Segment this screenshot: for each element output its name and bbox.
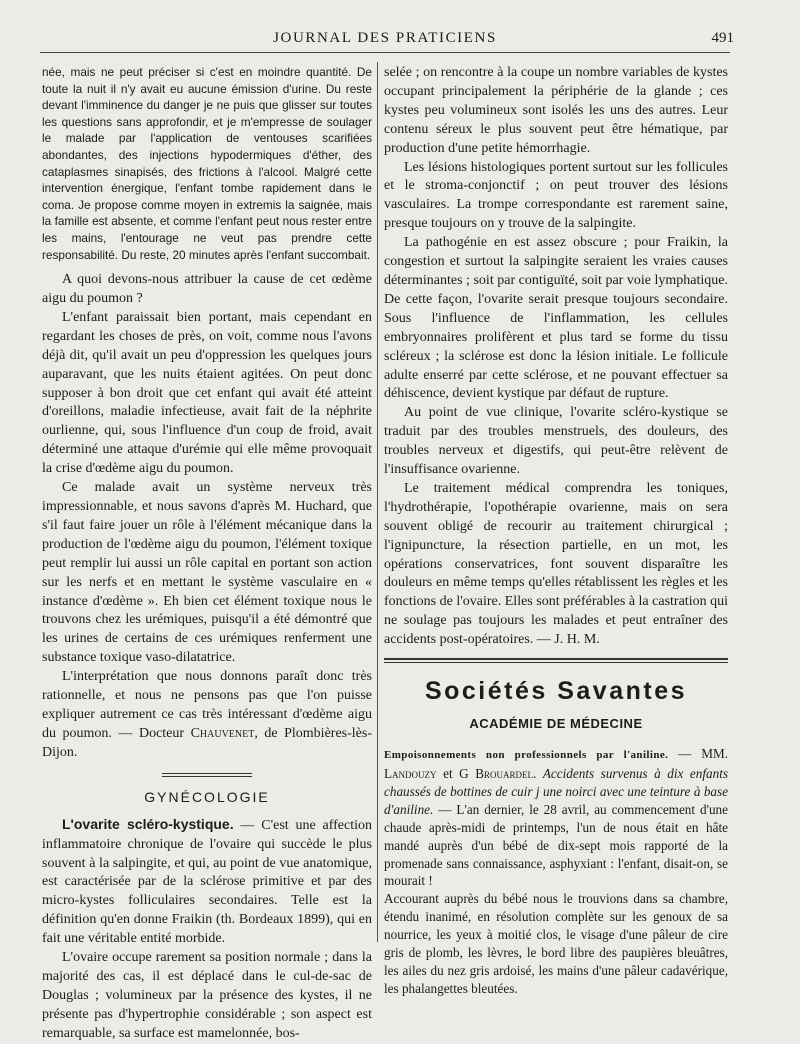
conclusion-text: L'interprétation que nous donnons paraît donc très rationnelle, et nous ne pensons pas que l'on puisse expliquer autrement ce cas très intéressant d'œdème aigu du poumon. — Docteur <box>42 669 372 741</box>
interpretation-paragraph: L'enfant paraissait bien portant, mais cependant en regardant les choses de près, on voit, comme nous l'avons déjà dit, qu'il avait un peu d'oppression les quelques jours auparavant, que les nuits étaient agitées. On peut donc supposer à bon droit que cet enfant qui avait été atteint d'oreillons, maladie infectieuse, avait fait de la néphrite ourlienne, qui, sous l'influence d'un coup de froid, avait déterminé une attaque d'urémie qui elle même provoquait la crise d'œdème aigu du poumon. <box>42 309 372 477</box>
section-separator <box>162 773 252 777</box>
author-landouzy: Landouzy <box>384 766 437 781</box>
page-number: 491 <box>711 30 734 46</box>
aniline-text: — L'an dernier, le 28 avril, au commencement d'une chaude après-midi de printemps, l'un de nous était en hâte mandé auprès d'un bébé de dix-sept mois rapporté de la promenade sans connaissance, asphyxiant : l'enfant, disait-on, se mourait ! <box>384 801 728 889</box>
aniline-dash: — MM. <box>668 746 729 762</box>
conclusion-paragraph <box>42 668 372 763</box>
academie-heading: ACADÉMIE DE MÉDECINE <box>469 716 643 732</box>
case-note-paragraph: née, mais ne peut préciser si c'est en moindre quantité. De toute la nuit il n'y avait eu aucune émission d'urine. Du reste devant l'imminence du danger je ne puis que glisser sur toutes les questions sans approfondir, et je m'empresse de soulager le malade par l'application de ventouses scarifiées abondantes, des injections hypodermiques d'éther, des cataplasmes sinapisés, des frictions à l'alcool. Malgré cette intervention énergique, l'enfant tombe rapidement dans le coma. Je propose comme moyen in extremis la saignée, mais la famille est absente, et comme l'enfant peut nous rester entre les mains, l'entourage ne veut pas prendre cette responsabilité. Du reste, 20 minutes après l'enfant succombait. <box>42 65 372 262</box>
aniline-paper-title: Accidents survenus à dix enfants chaussés de bottines de cuir j une noirci avec une teinture à base d'aniline. <box>384 766 728 817</box>
column-divider <box>377 62 378 942</box>
aniline-paragraph <box>384 745 728 890</box>
clinique-paragraph: Au point de vue clinique, l'ovarite scléro-kystique se traduit par des troubles menstruels, des douleurs, des troubles nerveux et digestifs, qui peut-être relèvent de l'insuffisance ovarienne. <box>384 405 728 478</box>
left-column <box>42 64 372 1044</box>
gynecologie-heading: GYNÉCOLOGIE <box>144 788 270 805</box>
author-name: Chauvenet <box>190 725 255 741</box>
ovarite-title: L'ovarite scléro-kystique. <box>62 815 234 832</box>
traitement-paragraph: Le traitement médical comprendra les toniques, l'hydrothérapie, l'opothérapie ovarienne, mais on sera souvent obligé de recourir au traitement chirurgical ; l'ignipuncture, la résection partielle, en un mot, les opérations conservatrices, font souvent disparaître les douleurs en même temps qu'elles rétablissent les règles et les fonctions de l'ovaire. Elles sont préférables à la castration qui ne soulage pas toujours les malades et peut entraîner des accidents post-opératoires. — J. H. M. <box>384 480 728 648</box>
societes-savantes-heading: Sociétés Savantes <box>424 677 688 706</box>
author-place: , de Plombières-lès-Dijon. <box>42 725 372 760</box>
bebe-paragraph: Accourant auprès du bébé nous le trouvions dans sa chambre, étendu inanimé, en résolution complète sur les genoux de sa nourrice, les yeux à moitié clos, le visage d'une pâleur de cire gris de plomb, les lèvres, le bord libre des paupières bleuâtres, les ailes du nez gris ardoisé, les mains d'une pâleur cadavérique, les phalangettes bleutées. <box>384 891 728 996</box>
coupe-paragraph: selée ; on rencontre à la coupe un nombre variables de kystes occupant principalement la périphérie de la glande ; ces kystes peu volumineux sont isolés les uns des autres. Leur contenu séreux le plus souvent peut être hématique, par production d'une petite hémorrhagie. <box>384 65 728 156</box>
societes-separator <box>384 658 728 663</box>
right-column <box>384 64 728 998</box>
pathogenie-paragraph: La pathogénie en est assez obscure ; pour Fraikin, la congestion et surtout la salpingite seraient les vraies causes déterminantes ; soit par contiguïté, soit par voie lymphatique. De cette façon, l'ovarite serait presque toujours secondaire. Sous l'influence de l'inflammation, les cellules embryonnaires prolifèrent et plus tard se forme du tissu scléreux ; la sclérose est donc la lésion initiale. Le follicule adulte enserré par cette sclérose, et ne pouvant effectuer sa déhiscence, devient kystique par défaut de rupture. <box>384 235 728 402</box>
ovarite-paragraph <box>42 815 372 949</box>
aniline-lead: Empoisonnements non professionnels par l'aniline. <box>384 749 669 762</box>
author-joiner: et G <box>436 766 476 781</box>
ovaire-position-paragraph: L'ovaire occupe rarement sa position normale ; dans la majorité des cas, il est déplacé dans le cul-de-sac de Douglas ; volumineux par la présence des kystes, il ne présente pas d'hypertrophie considérable ; son aspect est remarquable, sa surface est mamelonnée, bos- <box>42 950 372 1041</box>
author-brouardel: Brouardel <box>475 766 534 781</box>
histology-paragraph: Les lésions histologiques portent surtout sur les follicules et le stroma-conjonctif ; on peut trouver des lésions vasculaires. La trompe correspondante est rarement saine, presque toujours on y trouve de la salpingite. <box>384 159 728 232</box>
journal-title: JOURNAL DES PRATICIENS <box>273 30 497 46</box>
ovarite-definition: — C'est une affection inflammatoire chronique de l'ovaire qui succède le plus souvent à la salpingite, et qui, au point de vue anatomique, est caractérisée par de la sclérose primitive et par des micro-kystes folliculaires secondaires. Telle est la définition qu'en donne Fraikin (th. Bordeaux 1899), qui en fait une véritable entité morbide. <box>42 817 373 947</box>
nervous-system-paragraph: Ce malade avait un système nerveux très impressionnable, et nous savons d'après M. Huchard, que s'il faut faire jouer un rôle à l'élément mécanique dans la production de l'œdème aigu du poumon, l'élément toxique peut remplir lui aussi un rôle capital en portant son action sur les nerfs et en mettant le système vasculaire en « instance d'œdème ». Eh bien cet élément toxique nous le trouvons chez les urémiques, puisqu'il a été démontré que les urines de certains de ces urémiques renferment une substance toxique vaso-dilatatrice. <box>42 480 372 666</box>
page-header <box>40 28 734 50</box>
question-paragraph: A quoi devons-nous attribuer la cause de cet œdème aigu du poumon ? <box>42 272 372 307</box>
header-rule <box>40 52 730 53</box>
author-dot: . <box>533 766 543 781</box>
